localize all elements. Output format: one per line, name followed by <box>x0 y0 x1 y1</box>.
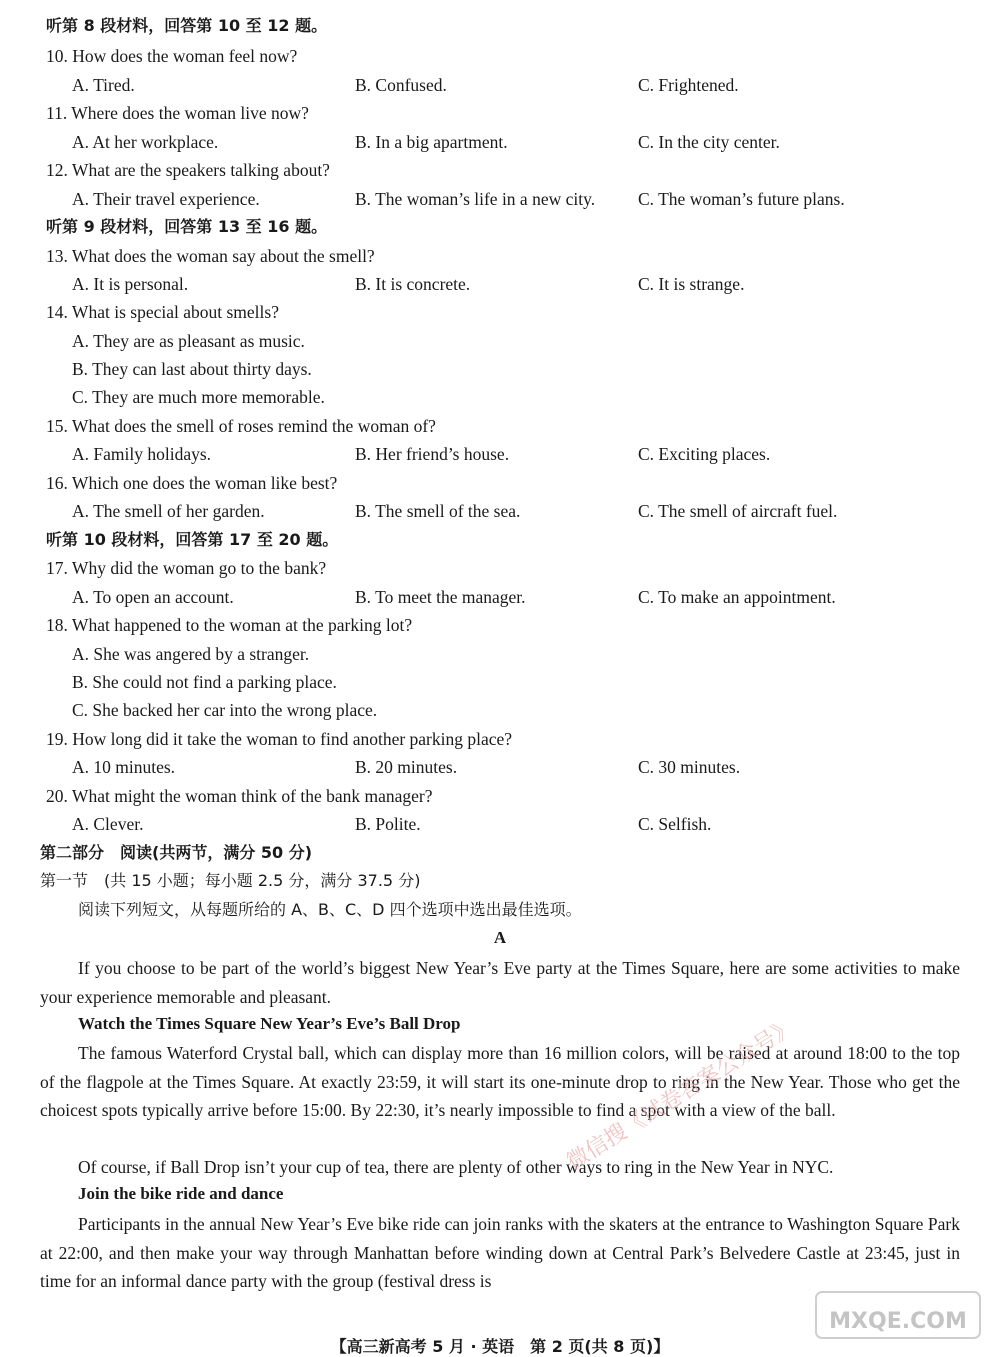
q20-option-a: A. Clever. <box>72 814 144 834</box>
watermark-text: 微信搜《试卷答案公众号》 <box>562 1014 800 1176</box>
q11-option-b: B. In a big apartment. <box>355 132 508 152</box>
q13-option-c: C. It is strange. <box>638 274 745 294</box>
q10-option-c: C. Frightened. <box>638 75 739 95</box>
q12-option-a: A. Their travel experience. <box>72 189 260 209</box>
q19-option-c: C. 30 minutes. <box>638 757 741 777</box>
passage-intro: If you choose to be part of the world’s biggest New Year’s Eve party at the Times Square, here are some activities to make your experience memorable and pleasant. <box>40 958 960 1007</box>
paragraph-bike-ride: Participants in the annual New Year’s Eve bike ride can join ranks with the skaters at the entrance to Washington Square Park at 22:00, and then make your way through Manhattan before winding down at Central Park’s Belvedere Castle at 23:45, just in time for an informal dance party with the group (festival dress is <box>40 1214 960 1291</box>
q18-option-c: C. She backed her car into the wrong place. <box>72 700 378 720</box>
q17-option-b: B. To meet the manager. <box>355 587 526 607</box>
question-20: 20. What might the woman think of the bank manager? <box>46 786 433 806</box>
q19-option-b: B. 20 minutes. <box>355 757 458 777</box>
question-19: 19. How long did it take the woman to find another parking place? <box>46 729 513 749</box>
q14-option-a: A. They are as pleasant as music. <box>72 331 305 351</box>
q13-option-b: B. It is concrete. <box>355 274 471 294</box>
q15-option-b: B. Her friend’s house. <box>355 444 510 464</box>
q16-option-a: A. The smell of her garden. <box>72 501 265 521</box>
q18-option-a: A. She was angered by a stranger. <box>72 644 310 664</box>
q11-option-a: A. At her workplace. <box>72 132 219 152</box>
question-10: 10. How does the woman feel now? <box>46 46 298 66</box>
question-17: 17. Why did the woman go to the bank? <box>46 558 327 578</box>
logo-text: MXQE.COM <box>829 1309 967 1334</box>
part-two-title: 第二部分 阅读(共两节，满分 50 分) <box>40 843 313 862</box>
q10-option-b: B. Confused. <box>355 75 447 95</box>
q14-option-c: C. They are much more memorable. <box>72 387 325 407</box>
q19-option-a: A. 10 minutes. <box>72 757 176 777</box>
question-16: 16. Which one does the woman like best? <box>46 473 338 493</box>
page-footer: 【高三新高考 5 月 · 英语 第 2 页(共 8 页)】 <box>330 1337 670 1356</box>
q11-option-c: C. In the city center. <box>638 132 780 152</box>
question-11: 11. Where does the woman live now? <box>46 103 309 123</box>
question-12: 12. What are the speakers talking about? <box>46 160 330 180</box>
section-one-title: 第一节 (共 15 小题；每小题 2.5 分，满分 37.5 分) <box>40 871 421 890</box>
q13-option-a: A. It is personal. <box>72 274 189 294</box>
question-14: 14. What is special about smells? <box>46 302 279 322</box>
q15-option-c: C. Exciting places. <box>638 444 771 464</box>
q20-option-b: B. Polite. <box>355 814 421 834</box>
question-13: 13. What does the woman say about the smell? <box>46 246 375 266</box>
q10-option-a: A. Tired. <box>72 75 135 95</box>
q16-option-c: C. The smell of aircraft fuel. <box>638 501 838 521</box>
section-header-8: 听第 8 段材料，回答第 10 至 12 题。 <box>46 16 328 35</box>
reading-instruction: 阅读下列短文，从每题所给的 A、B、C、D 四个选项中选出最佳选项。 <box>78 900 582 919</box>
q20-option-c: C. Selfish. <box>638 814 712 834</box>
question-15: 15. What does the smell of roses remind the woman of? <box>46 416 436 436</box>
q12-option-b: B. The woman’s life in a new city. <box>355 189 596 209</box>
q14-option-b: B. They can last about thirty days. <box>72 359 312 379</box>
q17-option-c: C. To make an appointment. <box>638 587 836 607</box>
section-header-9: 听第 9 段材料，回答第 13 至 16 题。 <box>46 217 328 236</box>
section-header-10: 听第 10 段材料，回答第 17 至 20 题。 <box>46 530 339 549</box>
q18-option-b: B. She could not find a parking place. <box>72 672 337 692</box>
paragraph-other-ways: Of course, if Ball Drop isn’t your cup of tea, there are plenty of other ways to ring in the New Year in NYC. <box>78 1157 834 1177</box>
heading-bike-ride: Join the bike ride and dance <box>78 1184 284 1203</box>
passage-label: A <box>493 928 507 947</box>
q17-option-a: A. To open an account. <box>72 587 234 607</box>
paragraph-ball-drop: The famous Waterford Crystal ball, which can display more than 16 million colors, will be raised at around 18:00 to the top of the flagpole at the Times Square. At exactly 23:59, it will start its one-minute drop to ring in the New Year. Those who get the choicest spots typically arrive before 15:00. By 22:30, it’s nearly impossible to find a spot with a view of the ball. <box>40 1043 960 1120</box>
q12-option-c: C. The woman’s future plans. <box>638 189 845 209</box>
question-18: 18. What happened to the woman at the parking lot? <box>46 615 413 635</box>
q15-option-a: A. Family holidays. <box>72 444 212 464</box>
q16-option-b: B. The smell of the sea. <box>355 501 521 521</box>
heading-ball-drop: Watch the Times Square New Year’s Eve’s Ball Drop <box>78 1014 461 1033</box>
